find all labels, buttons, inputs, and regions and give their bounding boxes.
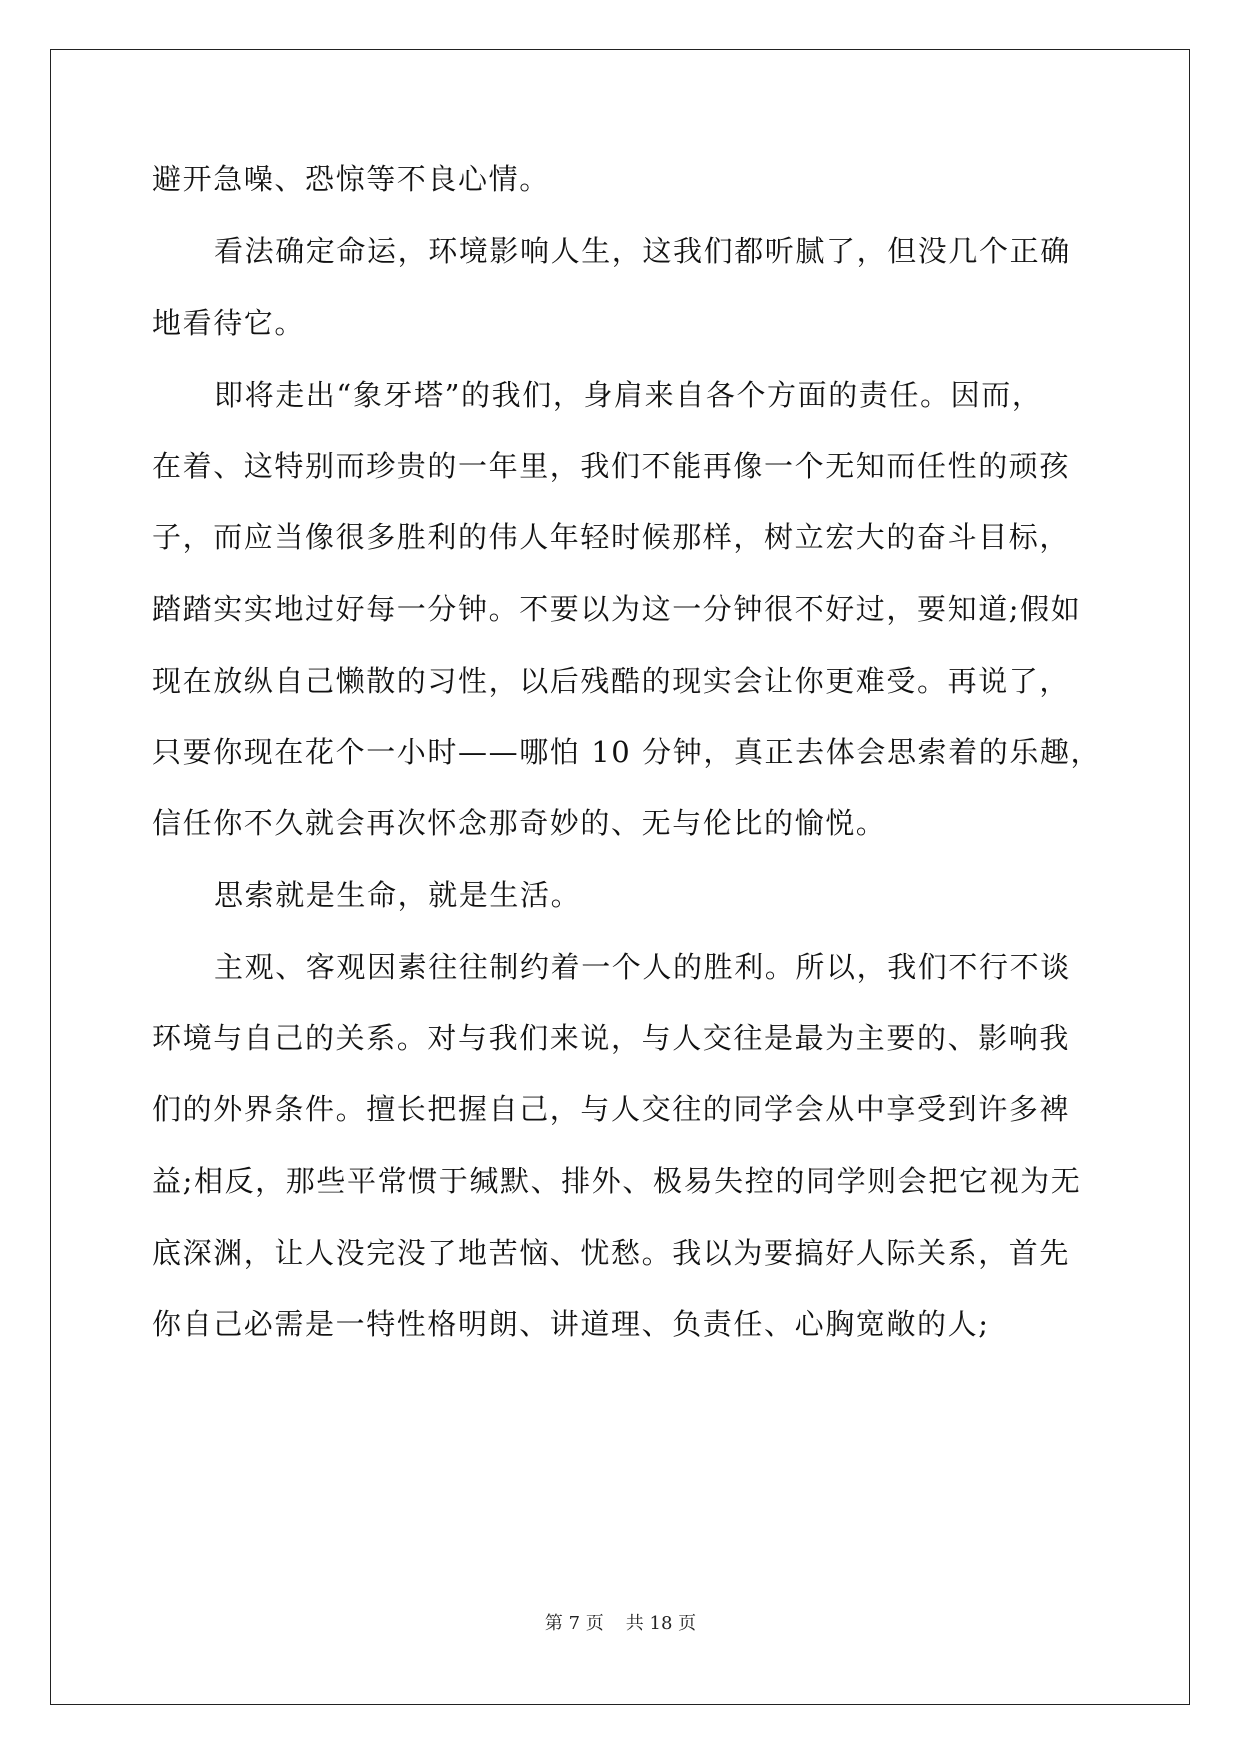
text-line: 主观、客观因素往往制约着一个人的胜利。所以，我们不行不谈: [214, 950, 1071, 984]
text-line: 看法确定命运，环境影响人生，这我们都听腻了，但没几个正确: [214, 234, 1071, 268]
text-line: 子，而应当像很多胜利的伟人年轻时候那样，树立宏大的奋斗目标，: [152, 520, 1071, 554]
text-line: 地看待它。: [152, 306, 306, 340]
text-line: 避开急噪、恐惊等不良心情。: [152, 162, 550, 196]
text-line: 环境与自己的关系。对与我们来说，与人交往是最为主要的、影响我: [152, 1021, 1071, 1055]
text-line: 你自己必需是一特性格明朗、讲道理、负责任、心胸宽敞的人;: [152, 1307, 990, 1341]
text-line: 们的外界条件。擅长把握自己，与人交往的同学会从中享受到许多裨: [152, 1092, 1071, 1126]
page-footer: [0, 1612, 1241, 1636]
text-line: 只要你现在花个一小时——哪怕 10 分钟，真正去体会思索着的乐趣，: [152, 735, 1102, 769]
text-line: 思索就是生命，就是生活。: [214, 878, 582, 912]
text-line: 在着、这特别而珍贵的一年里，我们不能再像一个无知而任性的顽孩: [152, 449, 1071, 483]
text-line: 底深渊，让人没完没了地苦恼、忧愁。我以为要搞好人际关系，首先: [152, 1236, 1071, 1270]
text-line: 踏踏实实地过好每一分钟。不要以为这一分钟很不好过，要知道;假如: [152, 592, 1082, 626]
text-line: 即将走出“象牙塔”的我们，身肩来自各个方面的责任。因而，: [214, 378, 1043, 412]
page-total: 共 18 页: [625, 1613, 697, 1634]
text-line: 益;相反，那些平常惯于缄默、排外、极易失控的同学则会把它视为无: [152, 1164, 1082, 1198]
text-line: 信任你不久就会再次怀念那奇妙的、无与伦比的愉悦。: [152, 806, 887, 840]
text-line: 现在放纵自己懒散的习性，以后残酷的现实会让你更难受。再说了，: [152, 664, 1071, 698]
page-number: 第 7 页: [544, 1613, 604, 1634]
